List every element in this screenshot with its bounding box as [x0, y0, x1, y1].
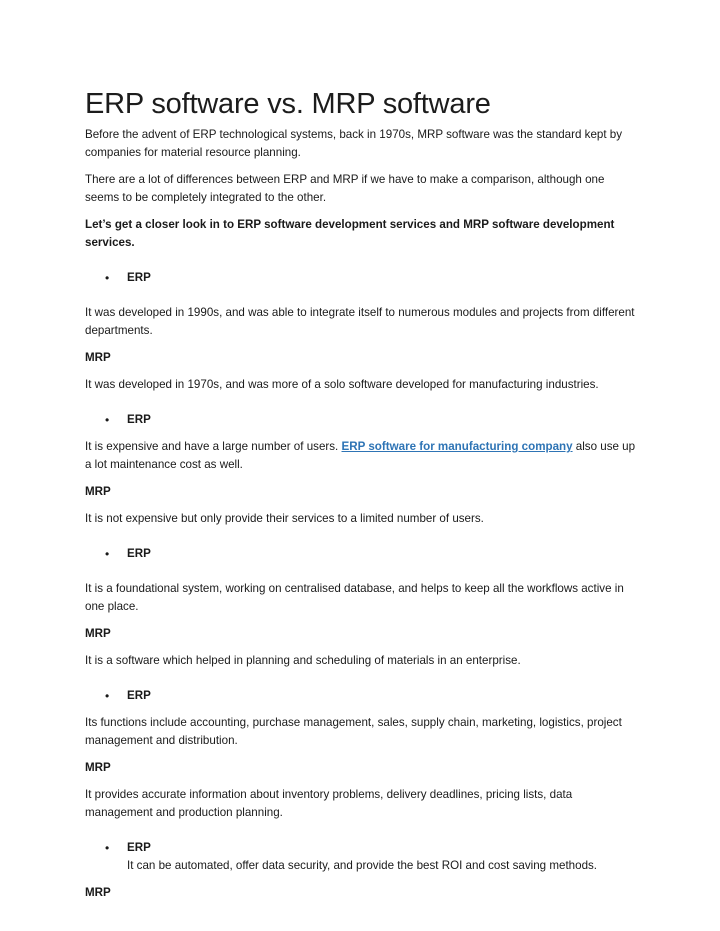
bullet-icon: •: [105, 689, 110, 703]
erp-label: ERP: [127, 413, 151, 426]
intro-paragraph-1: Before the advent of ERP technological systems, back in 1970s, MRP software was the standard kept by companies for material resource planning.: [85, 128, 623, 159]
intro-paragraph-2: There are a lot of differences between ERP and MRP if we have to make a comparison, although one seems to be completely integrated to the other.: [85, 173, 605, 204]
erp-paragraph: It is a foundational system, working on centralised database, and helps to keep all the workflows active in one place.: [85, 582, 624, 613]
erp-paragraph: Its functions include accounting, purchase management, sales, supply chain, marketing, logistics, project management and distribution.: [85, 716, 622, 747]
erp-label: ERP: [127, 271, 151, 284]
mrp-paragraph: It is a software which helped in planning and scheduling of materials in an enterprise.: [85, 654, 521, 667]
mrp-paragraph: It was developed in 1970s, and was more of a solo software developed for manufacturing industries.: [85, 378, 599, 391]
erp-bullet: [105, 545, 636, 563]
erp-bullet: [105, 839, 636, 875]
mrp-paragraph: It is not expensive but only provide their services to a limited number of users.: [85, 512, 484, 525]
bullet-icon: •: [105, 413, 110, 427]
erp-paragraph: It can be automated, offer data security, and provide the best ROI and cost saving methods.: [127, 859, 598, 872]
mrp-label: MRP: [85, 627, 111, 640]
intro-paragraph-3: Let’s get a closer look in to ERP software development services and MRP software development services.: [85, 218, 615, 249]
erp-manufacturing-link[interactable]: ERP software for manufacturing company: [341, 440, 573, 453]
bullet-icon: •: [105, 841, 110, 855]
erp-bullet: [105, 269, 636, 287]
mrp-label: MRP: [85, 761, 111, 774]
mrp-label: MRP: [85, 485, 111, 498]
page-title: ERP software vs. MRP software: [85, 88, 491, 120]
erp-label: ERP: [127, 841, 151, 854]
mrp-label: MRP: [85, 351, 111, 364]
bullet-icon: •: [105, 271, 110, 285]
erp-label: ERP: [127, 547, 151, 560]
erp-text-before-link: It is expensive and have a large number of users.: [85, 440, 342, 453]
bullet-icon: •: [105, 547, 110, 561]
mrp-paragraph: It provides accurate information about inventory problems, delivery deadlines, pricing lists, data management and production planning.: [85, 788, 573, 819]
erp-paragraph: [85, 438, 636, 474]
erp-paragraph: It was developed in 1990s, and was able to integrate itself to numerous modules and projects from different departments.: [85, 306, 635, 337]
mrp-label: MRP: [85, 886, 111, 899]
erp-label: ERP: [127, 689, 151, 702]
erp-text-after-link: also use up a lot maintenance cost as well.: [85, 440, 636, 471]
erp-bullet: [105, 411, 636, 429]
erp-bullet: [105, 687, 636, 705]
